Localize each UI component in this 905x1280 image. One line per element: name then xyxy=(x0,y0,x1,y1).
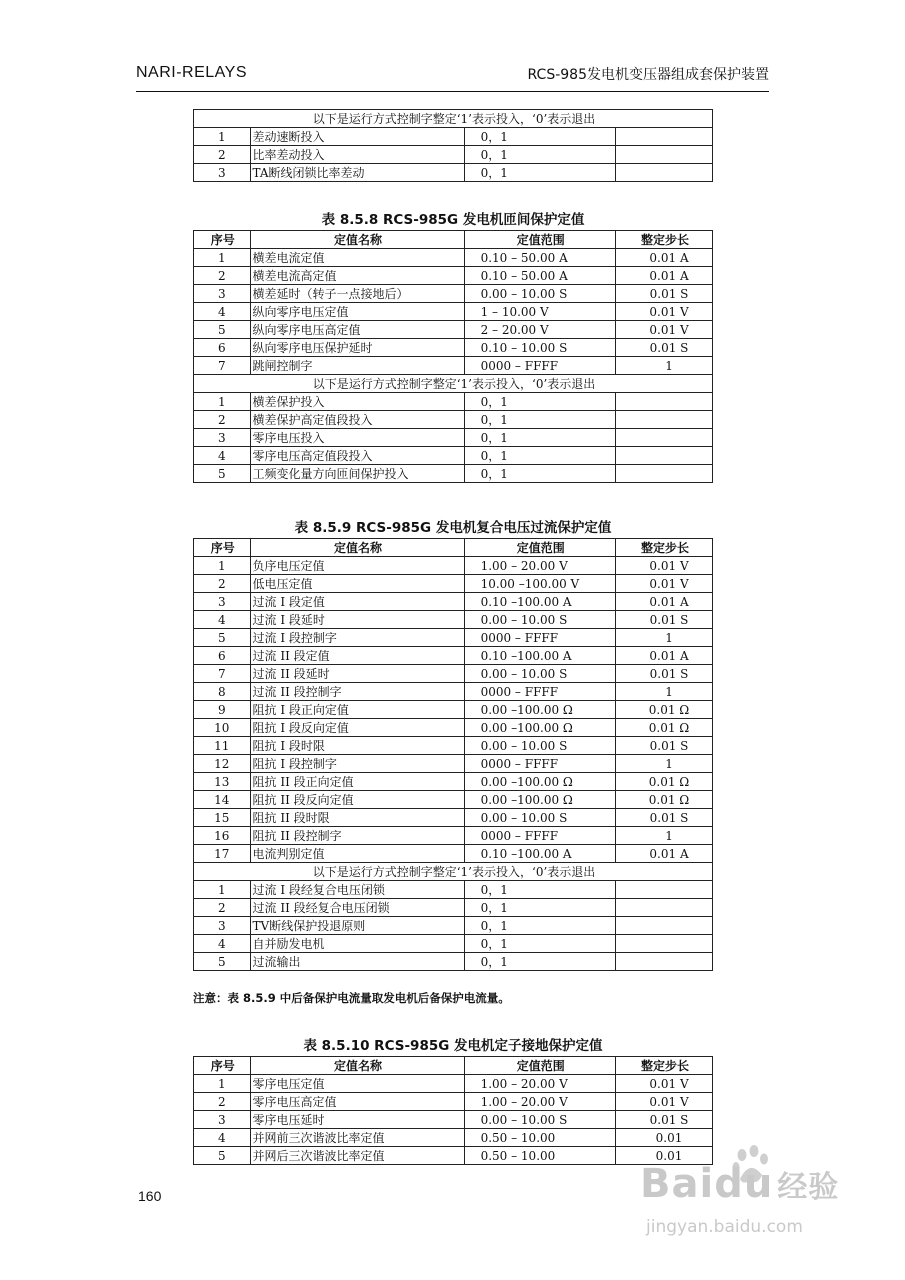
table-row xyxy=(194,128,713,146)
cell-index: 14 xyxy=(194,791,251,809)
cell-range: 0000 – FFFF xyxy=(464,683,615,701)
table-8-5-9 xyxy=(193,538,713,971)
watermark-brand: Baidu 经验 xyxy=(640,1161,840,1207)
cell-range: 0，1 xyxy=(464,411,615,429)
table-8-5-10 xyxy=(193,1056,713,1165)
cell-index: 1 xyxy=(194,393,251,411)
cell-index: 9 xyxy=(194,701,251,719)
cell-index: 5 xyxy=(194,465,251,483)
cell-step: 1 xyxy=(616,629,713,647)
cell-range: 0.10 –100.00 A xyxy=(464,845,615,863)
cell-index: 1 xyxy=(194,128,251,146)
cell-index: 7 xyxy=(194,665,251,683)
table-row xyxy=(194,881,713,899)
cell-name: TA断线闭锁比率差动 xyxy=(250,164,464,182)
cell-range: 0.00 – 10.00 S xyxy=(464,737,615,755)
cell-range: 0，1 xyxy=(464,881,615,899)
cell-range: 0，1 xyxy=(464,899,615,917)
cell-index: 4 xyxy=(194,935,251,953)
cell-range: 10.00 –100.00 V xyxy=(464,575,615,593)
cell-range: 0.10 –100.00 A xyxy=(464,647,615,665)
cell-name: 阻抗 I 段控制字 xyxy=(250,755,464,773)
table-row xyxy=(194,719,713,737)
table-row xyxy=(194,447,713,465)
table-header-row xyxy=(194,231,713,249)
cell-index: 3 xyxy=(194,593,251,611)
cell-index: 1 xyxy=(194,881,251,899)
cell-step xyxy=(616,917,713,935)
col-header-step: 整定步长 xyxy=(616,1057,713,1075)
cell-index: 2 xyxy=(194,411,251,429)
cell-name: 过流 I 段定值 xyxy=(250,593,464,611)
cell-step xyxy=(616,881,713,899)
table-caption-8-5-10: 表 8.5.10 RCS-985G 发电机定子接地保护定值 xyxy=(303,1038,603,1054)
cell-name: 过流 II 段延时 xyxy=(250,665,464,683)
table-row xyxy=(194,1147,713,1165)
cell-index: 2 xyxy=(194,575,251,593)
cell-index: 4 xyxy=(194,303,251,321)
table-row xyxy=(194,773,713,791)
cell-index: 3 xyxy=(194,164,251,182)
cell-step xyxy=(616,146,713,164)
cell-index: 4 xyxy=(194,611,251,629)
col-header-index: 序号 xyxy=(194,1057,251,1075)
table-header-row xyxy=(194,539,713,557)
table-row xyxy=(194,393,713,411)
watermark-logo xyxy=(640,1145,870,1245)
table-row xyxy=(194,791,713,809)
cell-index: 3 xyxy=(194,1111,251,1129)
table-row xyxy=(194,629,713,647)
cell-step: 0.01 A xyxy=(616,267,713,285)
table-row xyxy=(194,1111,713,1129)
cell-name: 阻抗 I 段正向定值 xyxy=(250,701,464,719)
col-header-index: 序号 xyxy=(194,539,251,557)
table-row xyxy=(194,357,713,375)
cell-name: 过流 II 段定值 xyxy=(250,647,464,665)
page-number: 160 xyxy=(138,1188,162,1204)
table-row xyxy=(194,303,713,321)
cell-range: 0.00 –100.00 Ω xyxy=(464,791,615,809)
header-left: NARI-RELAYS xyxy=(136,64,248,81)
table-row xyxy=(194,899,713,917)
cell-name: 过流 I 段延时 xyxy=(250,611,464,629)
table-row xyxy=(194,701,713,719)
cell-step: 0.01 S xyxy=(616,737,713,755)
table-row xyxy=(194,249,713,267)
cell-name: 零序电压定值 xyxy=(250,1075,464,1093)
cell-name: 并网前三次谐波比率定值 xyxy=(250,1129,464,1147)
table-note: 注意：表 8.5.9 中后备保护电流量取发电机后备保护电流量。 xyxy=(193,991,510,1005)
table-row xyxy=(194,465,713,483)
col-header-range: 定值范围 xyxy=(464,231,615,249)
table-row xyxy=(194,647,713,665)
cell-index: 1 xyxy=(194,249,251,267)
cell-range: 0000 – FFFF xyxy=(464,357,615,375)
cell-step xyxy=(616,411,713,429)
cell-range: 0，1 xyxy=(464,465,615,483)
cell-name: 阻抗 I 段时限 xyxy=(250,737,464,755)
table-row xyxy=(194,557,713,575)
cell-index: 16 xyxy=(194,827,251,845)
table-row xyxy=(194,935,713,953)
cell-step xyxy=(616,393,713,411)
cell-range: 0000 – FFFF xyxy=(464,827,615,845)
table-row xyxy=(194,321,713,339)
cell-range: 1.00 – 20.00 V xyxy=(464,557,615,575)
table-row xyxy=(194,611,713,629)
cell-step xyxy=(616,429,713,447)
table-subheader-row xyxy=(194,110,713,128)
table-row xyxy=(194,429,713,447)
table-row xyxy=(194,683,713,701)
cell-step xyxy=(616,935,713,953)
cell-name: 阻抗 II 段正向定值 xyxy=(250,773,464,791)
cell-range: 0.10 – 50.00 A xyxy=(464,267,615,285)
cell-step: 0.01 xyxy=(616,1129,713,1147)
col-header-name: 定值名称 xyxy=(250,231,464,249)
cell-name: 阻抗 II 段时限 xyxy=(250,809,464,827)
cell-name: 低电压定值 xyxy=(250,575,464,593)
table-row xyxy=(194,665,713,683)
table-row xyxy=(194,809,713,827)
table-row xyxy=(194,917,713,935)
table-row xyxy=(194,1129,713,1147)
header-rule xyxy=(136,91,769,92)
col-header-name: 定值名称 xyxy=(250,1057,464,1075)
cell-range: 0.50 – 10.00 xyxy=(464,1147,615,1165)
table-row xyxy=(194,285,713,303)
cell-name: 横差保护投入 xyxy=(250,393,464,411)
cell-index: 11 xyxy=(194,737,251,755)
cell-step: 0.01 V xyxy=(616,303,713,321)
cell-name: 阻抗 II 段控制字 xyxy=(250,827,464,845)
cell-index: 4 xyxy=(194,1129,251,1147)
cell-step: 0.01 Ω xyxy=(616,701,713,719)
cell-name: 阻抗 II 段反向定值 xyxy=(250,791,464,809)
cell-index: 12 xyxy=(194,755,251,773)
cell-name: 电流判别定值 xyxy=(250,845,464,863)
cell-step: 0.01 S xyxy=(616,1111,713,1129)
cell-name: 负序电压定值 xyxy=(250,557,464,575)
cell-step: 0.01 S xyxy=(616,285,713,303)
cell-name: 零序电压投入 xyxy=(250,429,464,447)
cell-index: 5 xyxy=(194,953,251,971)
cell-range: 0.00 –100.00 Ω xyxy=(464,773,615,791)
table-row xyxy=(194,827,713,845)
cell-range: 0，1 xyxy=(464,935,615,953)
cell-index: 3 xyxy=(194,429,251,447)
cell-step: 0.01 Ω xyxy=(616,719,713,737)
cell-name: 过流 I 段控制字 xyxy=(250,629,464,647)
cell-step: 1 xyxy=(616,827,713,845)
cell-range: 0.00 –100.00 Ω xyxy=(464,719,615,737)
cell-step: 0.01 S xyxy=(616,809,713,827)
cell-index: 7 xyxy=(194,357,251,375)
cell-name: 工频变化量方向匝间保护投入 xyxy=(250,465,464,483)
col-header-name: 定值名称 xyxy=(250,539,464,557)
header-right: RCS-985发电机变压器组成套保护装置 xyxy=(527,67,769,83)
cell-step: 0.01 Ω xyxy=(616,773,713,791)
cell-index: 1 xyxy=(194,1075,251,1093)
cell-range: 0，1 xyxy=(464,953,615,971)
cell-range: 2 – 20.00 V xyxy=(464,321,615,339)
cell-index: 8 xyxy=(194,683,251,701)
cell-step xyxy=(616,447,713,465)
cell-name: 差动速断投入 xyxy=(250,128,464,146)
table-row xyxy=(194,953,713,971)
table-row xyxy=(194,1093,713,1111)
watermark-url: jingyan.baidu.com xyxy=(646,1217,803,1237)
cell-range: 0.00 –100.00 Ω xyxy=(464,701,615,719)
cell-range: 0，1 xyxy=(464,128,615,146)
cell-step xyxy=(616,128,713,146)
cell-name: 横差延时（转子一点接地后） xyxy=(250,285,464,303)
cell-step: 0.01 A xyxy=(616,845,713,863)
cell-range: 0.10 – 10.00 S xyxy=(464,339,615,357)
table-subheader-row xyxy=(194,863,713,881)
table-caption-8-5-9: 表 8.5.9 RCS-985G 发电机复合电压过流保护定值 xyxy=(294,520,612,536)
cell-step: 0.01 V xyxy=(616,575,713,593)
cell-range: 0.00 – 10.00 S xyxy=(464,285,615,303)
cell-range: 1.00 – 20.00 V xyxy=(464,1093,615,1111)
cell-step: 0.01 Ω xyxy=(616,791,713,809)
cell-step: 0.01 V xyxy=(616,321,713,339)
cell-step: 0.01 S xyxy=(616,339,713,357)
cell-index: 5 xyxy=(194,321,251,339)
control-word-note: 以下是运行方式控制字整定‘1’表示投入，‘0’表示退出 xyxy=(194,863,713,881)
cell-name: 比率差动投入 xyxy=(250,146,464,164)
table-row xyxy=(194,575,713,593)
cell-name: 过流 II 段经复合电压闭锁 xyxy=(250,899,464,917)
cell-step: 0.01 A xyxy=(616,647,713,665)
control-word-note: 以下是运行方式控制字整定‘1’表示投入，‘0’表示退出 xyxy=(194,375,713,393)
cell-name: 零序电压高定值段投入 xyxy=(250,447,464,465)
table-row xyxy=(194,593,713,611)
cell-step: 0.01 S xyxy=(616,611,713,629)
table-subheader-row xyxy=(194,375,713,393)
cell-name: 零序电压高定值 xyxy=(250,1093,464,1111)
cell-step: 0.01 S xyxy=(616,665,713,683)
cell-step xyxy=(616,465,713,483)
table-row xyxy=(194,146,713,164)
cell-index: 3 xyxy=(194,285,251,303)
table-row xyxy=(194,737,713,755)
cell-step: 0.01 A xyxy=(616,593,713,611)
cell-step: 1 xyxy=(616,755,713,773)
cell-range: 0，1 xyxy=(464,447,615,465)
cell-name: 零序电压延时 xyxy=(250,1111,464,1129)
cell-name: 跳闸控制字 xyxy=(250,357,464,375)
col-header-step: 整定步长 xyxy=(616,231,713,249)
cell-range: 0.10 – 50.00 A xyxy=(464,249,615,267)
table-row xyxy=(194,339,713,357)
table-row xyxy=(194,411,713,429)
table-header-row xyxy=(194,1057,713,1075)
cell-index: 6 xyxy=(194,647,251,665)
cell-range: 0.10 –100.00 A xyxy=(464,593,615,611)
cell-name: 纵向零序电压高定值 xyxy=(250,321,464,339)
cell-range: 0000 – FFFF xyxy=(464,755,615,773)
cell-step: 1 xyxy=(616,357,713,375)
table-row xyxy=(194,1075,713,1093)
cell-index: 10 xyxy=(194,719,251,737)
cell-step: 1 xyxy=(616,683,713,701)
cell-index: 17 xyxy=(194,845,251,863)
cell-step xyxy=(616,164,713,182)
cell-step: 0.01 A xyxy=(616,249,713,267)
col-header-range: 定值范围 xyxy=(464,539,615,557)
table-caption-8-5-8: 表 8.5.8 RCS-985G 发电机匝间保护定值 xyxy=(321,212,585,228)
cell-name: 过流输出 xyxy=(250,953,464,971)
cell-range: 0，1 xyxy=(464,429,615,447)
cell-index: 3 xyxy=(194,917,251,935)
cell-range: 0.50 – 10.00 xyxy=(464,1129,615,1147)
table-8-5-8 xyxy=(193,230,713,483)
table-row xyxy=(194,164,713,182)
cell-name: TV断线保护投退原则 xyxy=(250,917,464,935)
cell-index: 5 xyxy=(194,1147,251,1165)
cell-index: 1 xyxy=(194,557,251,575)
cell-step: 0.01 xyxy=(616,1147,713,1165)
control-word-note: 以下是运行方式控制字整定‘1’表示投入，‘0’表示退出 xyxy=(194,110,713,128)
col-header-range: 定值范围 xyxy=(464,1057,615,1075)
cell-index: 2 xyxy=(194,267,251,285)
cell-range: 0，1 xyxy=(464,146,615,164)
cell-name: 阻抗 I 段反向定值 xyxy=(250,719,464,737)
cell-range: 0000 – FFFF xyxy=(464,629,615,647)
table-continued xyxy=(193,109,713,182)
table-row xyxy=(194,267,713,285)
col-header-index: 序号 xyxy=(194,231,251,249)
table-row xyxy=(194,755,713,773)
cell-step xyxy=(616,899,713,917)
cell-step: 0.01 V xyxy=(616,557,713,575)
cell-range: 0.00 – 10.00 S xyxy=(464,611,615,629)
cell-index: 2 xyxy=(194,899,251,917)
cell-index: 13 xyxy=(194,773,251,791)
cell-index: 2 xyxy=(194,1093,251,1111)
cell-name: 过流 II 段控制字 xyxy=(250,683,464,701)
cell-index: 4 xyxy=(194,447,251,465)
cell-name: 纵向零序电压定值 xyxy=(250,303,464,321)
cell-name: 自并励发电机 xyxy=(250,935,464,953)
cell-step xyxy=(616,953,713,971)
cell-range: 0.00 – 10.00 S xyxy=(464,809,615,827)
cell-range: 0.00 – 10.00 S xyxy=(464,1111,615,1129)
col-header-step: 整定步长 xyxy=(616,539,713,557)
cell-name: 横差电流定值 xyxy=(250,249,464,267)
cell-step: 0.01 V xyxy=(616,1093,713,1111)
cell-name: 纵向零序电压保护延时 xyxy=(250,339,464,357)
cell-index: 6 xyxy=(194,339,251,357)
cell-name: 并网后三次谐波比率定值 xyxy=(250,1147,464,1165)
cell-range: 0，1 xyxy=(464,393,615,411)
cell-range: 0，1 xyxy=(464,917,615,935)
cell-range: 1 – 10.00 V xyxy=(464,303,615,321)
cell-name: 横差电流高定值 xyxy=(250,267,464,285)
cell-index: 5 xyxy=(194,629,251,647)
cell-step: 0.01 V xyxy=(616,1075,713,1093)
cell-range: 1.00 – 20.00 V xyxy=(464,1075,615,1093)
cell-index: 15 xyxy=(194,809,251,827)
cell-name: 横差保护高定值段投入 xyxy=(250,411,464,429)
cell-range: 0.00 – 10.00 S xyxy=(464,665,615,683)
cell-index: 2 xyxy=(194,146,251,164)
table-row xyxy=(194,845,713,863)
cell-range: 0，1 xyxy=(464,164,615,182)
cell-name: 过流 I 段经复合电压闭锁 xyxy=(250,881,464,899)
